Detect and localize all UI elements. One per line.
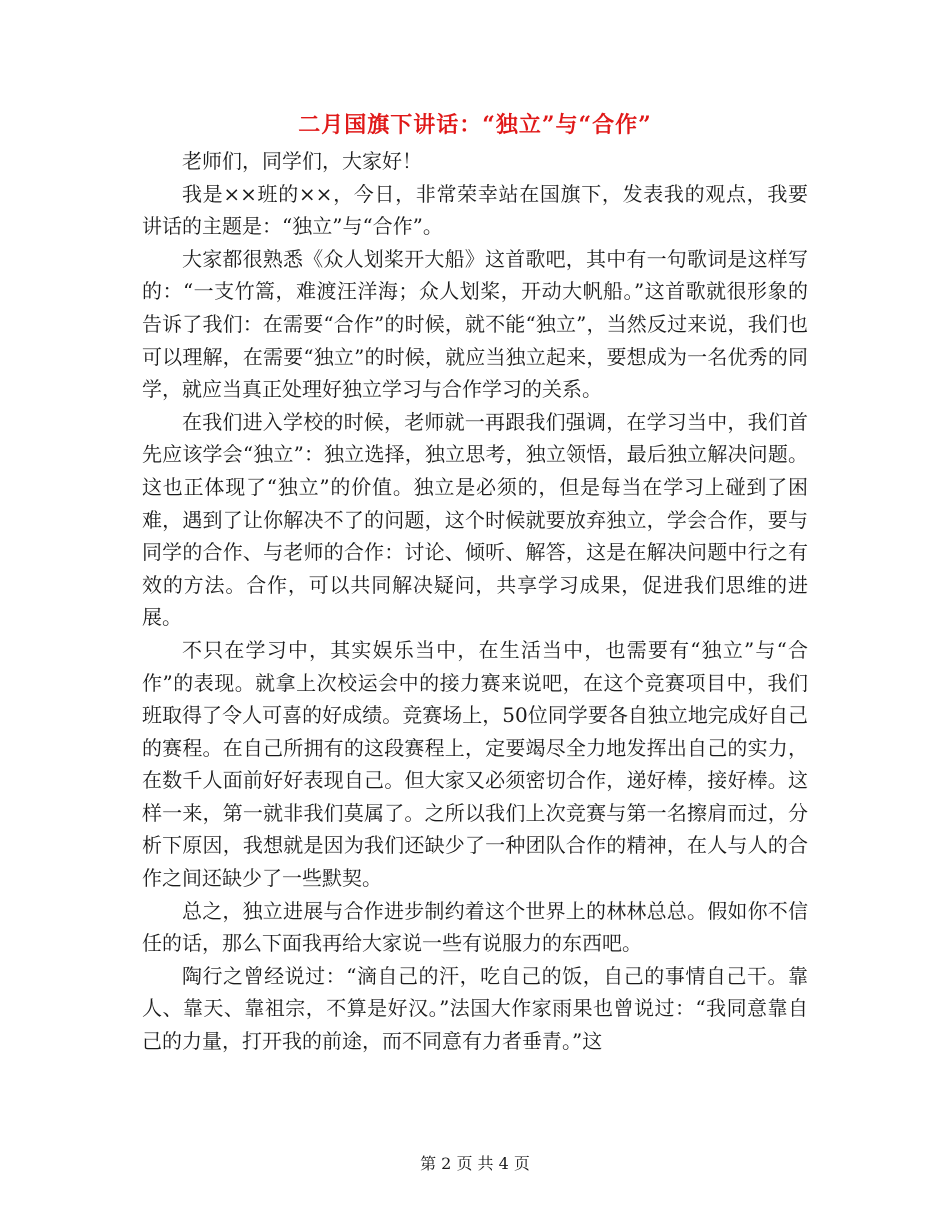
paragraph-summary: 总之，独立进展与合作进步制约着这个世界上的林林总总。假如你不信任的话，那么下面我再给大家说一些有说服力的东西吧。 <box>142 898 808 956</box>
footer-mid: 页 共 <box>456 1154 494 1173</box>
paragraph-relay: 不只在学习中，其实娱乐当中，在生活当中，也需要有“独立”与“合作”的表现。就拿上次校运会中的接力赛来说吧，在这个竞赛项目中，我们班取得了令人可喜的好成绩。竞赛场上，50位同学要各自独立地完成好自己的赛程。在自己所拥有的这段赛程上，定要竭尽全力地发挥出自己的实力，在数千人面前好好表现自己。但大家又必须密切合作，递好棒，接好棒。这样一来，第一就非我们莫属了。之所以我们上次竞赛与第一名擦肩而过，分析下原因，我想就是因为我们还缺少了一种团队合作的精神，在人与人的合作之间还缺少了一些默契。 <box>142 637 808 891</box>
document-body <box>142 145 808 1058</box>
paragraph-song: 大家都很熟悉《众人划桨开大船》这首歌吧，其中有一句歌词是这样写的：“一支竹篙，难渡汪洋海；众人划桨，开动大帆船。”这首歌就很形象的告诉了我们：在需要“合作”的时候，就不能“独立”，当然反过来说，我们也可以理解，在需要“独立”的时候，就应当独立起来，要想成为一名优秀的同学，就应当真正处理好独立学习与合作学习的关系。 <box>142 246 808 402</box>
paragraph-greeting: 老师们，同学们，大家好！ <box>182 149 422 173</box>
page-footer <box>0 1152 950 1176</box>
footer-page-number: 2 <box>441 1154 452 1173</box>
paragraph-intro: 我是××班的××，今日，非常荣幸站在国旗下，发表我的观点，我要讲话的主题是：“独立”与“合作”。 <box>142 181 808 239</box>
paragraph-quotes: 陶行之曾经说过：“滴自己的汗，吃自己的饭，自己的事情自己干。靠人、靠天、靠祖宗，不算是好汉。”法国大作家雨果也曾说过：“我同意靠自己的力量，打开我的前途，而不同意有力者垂青。”这 <box>142 963 808 1054</box>
document-title: 二月国旗下讲话：“独立”与“合作” <box>298 112 652 138</box>
footer-suffix: 页 <box>513 1154 530 1173</box>
paragraph-study: 在我们进入学校的时候，老师就一再跟我们强调，在学习当中，我们首先应该学会“独立”：独立选择，独立思考，独立领悟，最后独立解决问题。这也正体现了“独立”的价值。独立是必须的，但是每当在学习上碰到了困难，遇到了让你解决不了的问题，这个时候就要放弃独立，学会合作，要与同学的合作、与老师的合作：讨论、倾听、解答，这是在解决问题中行之有效的方法。合作，可以共同解决疑问，共享学习成果，促进我们思维的进展。 <box>142 409 808 630</box>
footer-prefix: 第 <box>420 1154 437 1173</box>
footer-total-pages: 4 <box>498 1154 509 1173</box>
